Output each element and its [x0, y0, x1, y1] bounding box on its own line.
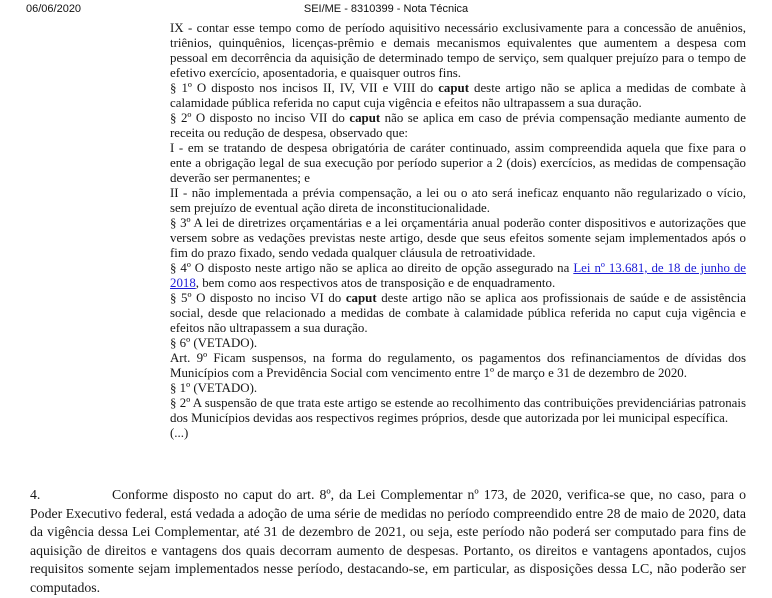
paragraph-text-clipped: vantagens apontados, cujos requisitos somente sejam implementados nesse período, destacando-se, em particular, as disposições dessa LC, não poderão ser computados. — [30, 542, 746, 595]
quote-paragraph-ii — [170, 186, 746, 216]
quote-text: II - não implementada a prévia compensação, a lei ou o ato será ineficaz enquanto não regularizado o vício, sem prejuízo de eventual ação direta de inconstitucionalidade. — [170, 186, 746, 215]
quote-text: não se aplica em caso de prévia compensação mediante aumento de receita ou redução de despesa, observado que: — [170, 111, 746, 140]
paragraph-number: 4. — [30, 487, 41, 502]
paragraph-text: Conforme disposto no caput do art. 8º, da Lei Complementar nº 173, de 2020, verifica-se que, no caso, para o Poder Executivo federal, está vedada a adoção de uma série de medidas no período compreendido entre 28 de maio de 2020, data da vigência dessa Lei Complementar, até 31 de dezembro de 2021, ou seja, este período não poderá ser computado para fins de aquisição de direitos e vantagens dos quais decorram aumento de despesas. Portanto, os direitos e — [30, 487, 746, 558]
quote-paragraph-ellipsis — [170, 426, 746, 441]
bold-term-caput: caput — [438, 81, 469, 95]
law-link-lei-13681[interactable]: Lei nº 13.681, de 18 de junho de 2018 — [170, 261, 747, 290]
quote-paragraph-i — [170, 141, 746, 186]
header-title: SEI/ME - 8310399 - Nota Técnica — [303, 3, 469, 15]
quote-text: § 1º O disposto nos incisos II, IV, VII e VIII do — [170, 81, 439, 95]
quote-paragraph-art9-2 — [170, 396, 746, 426]
quote-text: I - em se tratando de despesa obrigatória de caráter continuado, assim compreendida aquela que fixe para o ente a obrigação legal de sua execução por período superior a 2 (dois) exercícios, as medidas de compensação deverão ser permanentes; e — [170, 141, 746, 185]
quote-text: § 1º (VETADO). — [170, 381, 258, 395]
quote-paragraph-3 — [170, 216, 746, 261]
quote-text: , bem como aos respectivos atos de transposição e de enquadramento. — [195, 276, 556, 290]
quoted-law-block — [170, 21, 746, 441]
bold-term-caput: caput — [349, 111, 381, 125]
quote-text: § 2º O disposto no inciso VII do — [170, 111, 350, 125]
quote-text: deste artigo não se aplica aos profissionais de saúde e de assistência social, desde que relacionado a medidas de combate à calamidade pública referida no caput cuja vigência e efeitos não ultrapassem a sua duração. — [170, 291, 746, 335]
header-date: 06/06/2020 — [26, 3, 82, 15]
quote-paragraph-6 — [170, 336, 746, 351]
quote-paragraph-art9 — [170, 351, 746, 381]
quote-paragraph-ix — [170, 21, 746, 81]
quote-text: § 4º O disposto neste artigo não se aplica ao direito de opção assegurado na — [170, 261, 574, 275]
quote-text: deste artigo não se aplica a medidas de combate à calamidade pública referida no caput cuja vigência e efeitos não ultrapassem a sua duração. — [170, 81, 746, 110]
quote-paragraph-2 — [170, 111, 746, 141]
quote-paragraph-art9-1 — [170, 381, 746, 396]
quote-text: § 2º A suspensão de que trata este artigo se estende ao recolhimento das contribuições previdenciárias patronais dos Municípios devidas aos respectivos regimes próprios, desde que autorizada por lei municipal específica. — [170, 396, 746, 425]
quote-text: IX - contar esse tempo como de período aquisitivo necessário exclusivamente para a concessão de anuênios, triênios, quinquênios, licenças-prêmio e demais mecanismos equivalentes que aumentem a despesa com pessoal em decorrência da aquisição de determinado tempo de serviço, sem qualquer prejuízo para o tempo de efetivo exercício, aposentadoria, e quaisquer outros fins. — [170, 21, 746, 80]
quote-text: (...) — [170, 426, 189, 440]
quote-text: § 3º A lei de diretrizes orçamentárias e a lei orçamentária anual poderão conter dispositivos e autorizações que versem sobre as vedações previstas neste artigo, desde que seus efeitos somente sejam implementados após o fim do prazo fixado, sendo vedada qualquer cláusula de retroatividade. — [170, 216, 746, 260]
quote-paragraph-5 — [170, 291, 746, 336]
quote-text: § 5º O disposto no inciso VI do — [170, 291, 346, 305]
quote-paragraph-4 — [170, 261, 746, 291]
quote-paragraph-1 — [170, 81, 746, 111]
quote-text: § 6º (VETADO). — [170, 336, 258, 350]
body-paragraph-4 — [30, 486, 746, 598]
bold-term-caput: caput — [345, 291, 377, 305]
document-header — [0, 3, 772, 19]
quote-text: Art. 9º Ficam suspensos, na forma do regulamento, os pagamentos dos refinanciamentos de dívidas dos Municípios com a Previdência Social com vencimento entre 1º de março e 31 de dezembro de 2020. — [170, 351, 746, 380]
